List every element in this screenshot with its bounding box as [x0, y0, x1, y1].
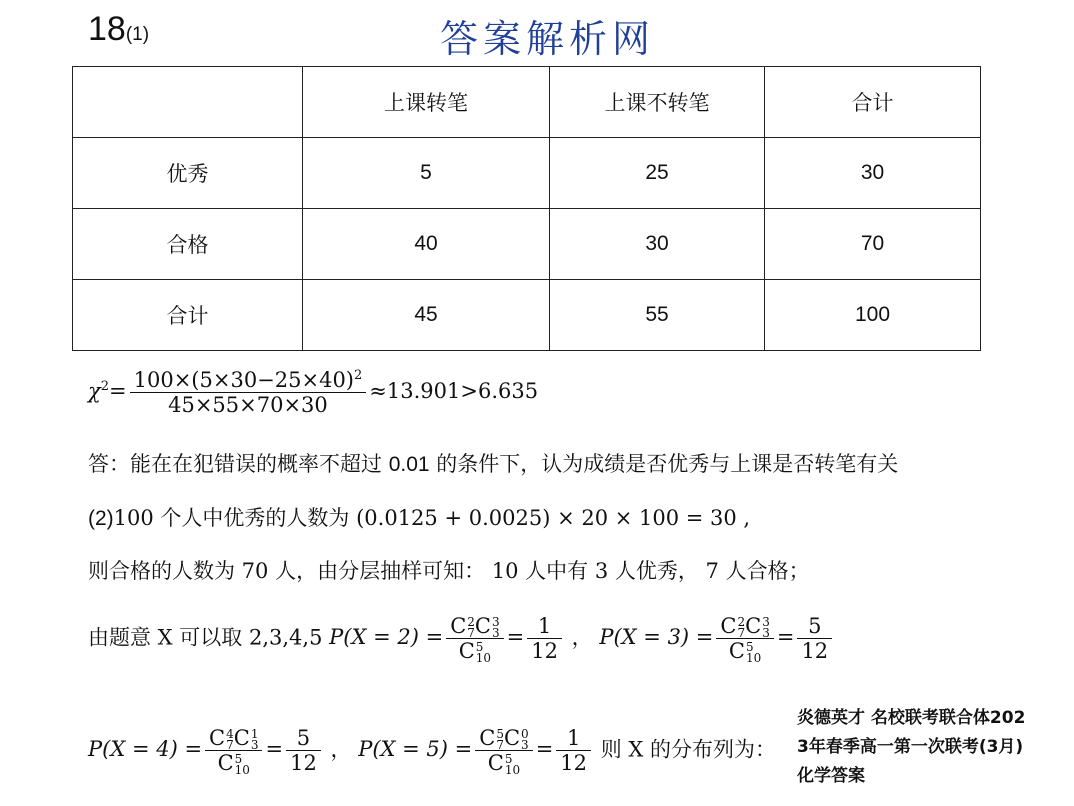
table-row-label: 优秀	[73, 138, 303, 209]
c-sup: 1	[250, 726, 259, 741]
c-sub: 10	[475, 650, 492, 665]
stamp-line: 炎德英才 名校联考联合体202	[797, 708, 1026, 728]
table-row	[73, 280, 981, 351]
prob-expression: P(X = 3) = C 2 7 C 3 3 C 5 10 = $\frac{5}{12}$	[599, 625, 835, 649]
c-sup: 5	[496, 726, 504, 741]
dist-line-1	[88, 614, 835, 664]
part2-label: (2)	[88, 507, 114, 530]
source-stamp	[797, 704, 1069, 791]
c-sup: 5	[234, 752, 243, 766]
c-sup: 2	[467, 614, 475, 629]
prob-lhs: P(X = 4) =	[88, 737, 203, 762]
value-numerator: 5	[797, 614, 832, 639]
value-denominator: 12	[560, 751, 588, 776]
c-sup: 3	[762, 614, 770, 629]
c-sub: 10	[746, 650, 762, 665]
value-denominator: 12	[801, 639, 829, 664]
table-cell: 40	[303, 209, 550, 280]
table-header-cell	[73, 67, 303, 138]
separator: ，	[571, 625, 593, 650]
c-sub: 3	[521, 737, 529, 752]
question-number-text: 18	[88, 10, 126, 48]
chi-numerator-exp: 2	[354, 368, 363, 383]
c-sub: 7	[467, 625, 475, 640]
chi-square-formula	[88, 368, 538, 417]
c-sub: 7	[496, 737, 504, 752]
c-sup: 5	[746, 640, 754, 654]
chi-fraction	[130, 368, 367, 417]
comb-numerator: C 4 7 C 1 3	[205, 726, 262, 751]
stamp-line: 化学答案	[797, 766, 865, 786]
brand-watermark: 答案解析网	[440, 17, 656, 61]
c-sub: 10	[504, 762, 521, 777]
contingency-table	[72, 66, 981, 351]
answer-prefix: 答：能在在犯错误的概率不超过	[88, 452, 389, 476]
c-sub: 3	[762, 625, 770, 640]
c-sub: 7	[737, 625, 746, 640]
table-row	[73, 138, 981, 209]
chi-denominator: 45×55×70×30	[168, 393, 328, 418]
chi-numerator-text: 100×(5×30−25×40)	[133, 368, 355, 392]
stamp-line: 3年春季高一第一次联考(3月)	[797, 737, 1024, 757]
prob-lhs: P(X = 2) =	[329, 625, 444, 650]
c-sub: 3	[250, 737, 259, 752]
dist-tail: 则 X 的分布列为：	[600, 737, 777, 762]
value-denominator: 12	[531, 639, 558, 664]
c-sup: 3	[491, 614, 500, 629]
prob-expression: P(X = 2) = C 2 7 C 3 3 C 5 10 = $\frac{1}{12}$	[329, 625, 572, 649]
value-fraction	[527, 614, 562, 663]
comb-fraction	[446, 614, 503, 664]
table-header-cell: 上课转笔	[303, 67, 550, 138]
chi-symbol: χ	[88, 379, 101, 404]
table-row-label: 合计	[73, 280, 303, 351]
c-sub: 3	[491, 625, 500, 640]
c-sup: 5	[475, 640, 484, 654]
c-sup: 0	[521, 726, 529, 741]
answer-value: 0.01	[388, 453, 430, 476]
comb-denominator: C 5 10	[217, 751, 250, 777]
dist-line-2	[88, 726, 776, 776]
table-cell: 45	[303, 280, 550, 351]
table-header-cell: 上课不转笔	[550, 67, 765, 138]
comb-fraction	[475, 726, 532, 776]
chi-numerator	[130, 368, 367, 393]
chi-exponent: 2	[100, 379, 110, 395]
prob-lhs: P(X = 3) =	[599, 625, 714, 650]
table-cell: 70	[765, 209, 981, 280]
value-fraction	[556, 726, 591, 775]
value-numerator: 1	[527, 614, 562, 639]
line3: 则合格的人数为 70 人，由分层抽样可知： 10 人中有 3 人优秀， 7 人合格；	[88, 559, 810, 583]
chi-equals: =	[109, 379, 127, 404]
dist-intro: 由题意 X 可以取 2,3,4,5	[88, 625, 323, 650]
c-sup: 4	[226, 726, 234, 741]
answer-line	[88, 448, 898, 478]
prob-lhs: P(X = 5) =	[358, 737, 473, 762]
question-number	[88, 10, 149, 49]
table-cell: 5	[303, 138, 550, 209]
chi-result: ≈13.901>6.635	[369, 379, 539, 404]
table-cell: 100	[765, 280, 981, 351]
c-sub: 7	[226, 737, 234, 752]
value-numerator: 5	[286, 726, 321, 751]
value-fraction	[797, 614, 832, 663]
comb-numerator: C 5 7 C 0 3	[475, 726, 532, 751]
table-cell: 25	[550, 138, 765, 209]
part1-label: (1)	[125, 24, 150, 45]
table-header-row	[73, 67, 981, 138]
table-row-label: 合格	[73, 209, 303, 280]
comb-fraction	[716, 614, 773, 664]
value-fraction	[286, 726, 321, 775]
prob-expression: P(X = 4) = C 4 7 C 1 3 C 5 10 = $\frac{5}{12}$	[88, 737, 331, 761]
comb-numerator: C 2 7 C 3 3	[716, 614, 773, 639]
comb-numerator: C 2 7 C 3 3	[446, 614, 503, 639]
table-header-cell: 合计	[765, 67, 981, 138]
separator: ，	[330, 737, 352, 762]
c-sup: 5	[504, 752, 513, 766]
c-sup: 2	[737, 614, 746, 629]
comb-fraction	[205, 726, 262, 776]
value-denominator: 12	[290, 751, 317, 776]
part2-line	[88, 502, 750, 532]
prob-expression: P(X = 5) = C 5 7 C 0 3 C 5 10 = $\frac{1}{12}$	[358, 737, 601, 761]
comb-denominator: C 5 10	[728, 639, 762, 665]
answer-suffix: 的条件下，认为成绩是否优秀与上课是否转笔有关	[429, 452, 899, 476]
part2-text: 100 个人中优秀的人数为 (0.0125 + 0.0025) × 20 × 100 = 30 ,	[113, 506, 751, 530]
table-cell: 55	[550, 280, 765, 351]
comb-denominator: C 5 10	[487, 751, 521, 777]
value-numerator: 1	[556, 726, 591, 751]
table-row	[73, 209, 981, 280]
table-cell: 30	[765, 138, 981, 209]
table-cell: 30	[550, 209, 765, 280]
comb-denominator: C 5 10	[458, 639, 492, 665]
c-sub: 10	[234, 762, 250, 777]
